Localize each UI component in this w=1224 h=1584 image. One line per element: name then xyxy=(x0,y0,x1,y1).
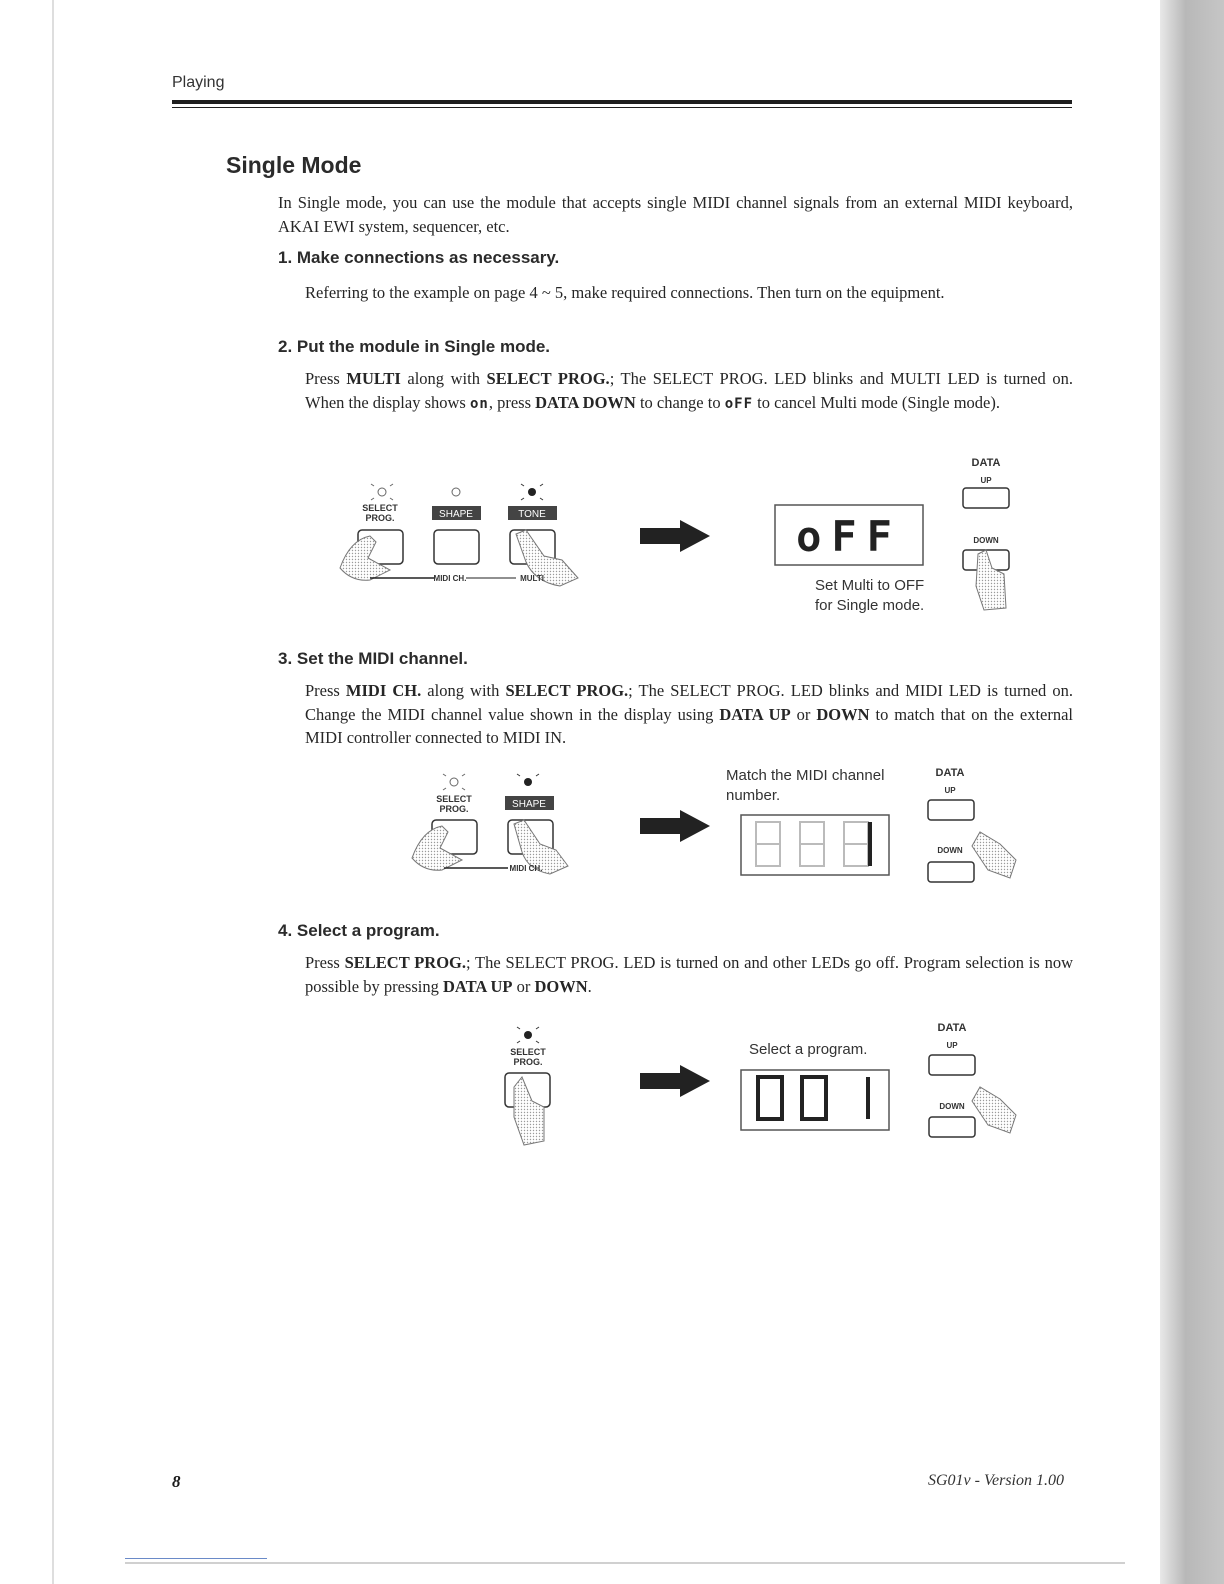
step-3-heading: 3. Set the MIDI channel. xyxy=(278,649,468,668)
hand-point-icon xyxy=(972,832,1016,878)
shape-led-off-icon xyxy=(452,488,460,496)
step-3-diagram xyxy=(400,760,1030,890)
down-label: DOWN xyxy=(973,536,999,545)
select-led-blinking-icon xyxy=(443,774,465,790)
multi-label: MULTI xyxy=(520,574,544,583)
display-on-inline: on xyxy=(469,395,489,412)
step-4-caption: Select a program. xyxy=(749,1041,868,1058)
data-down-button xyxy=(928,862,974,882)
step-3-caption-line2: number. xyxy=(726,787,781,804)
led-display-text: oFF xyxy=(796,512,902,561)
step-3-caption-line1: Match the MIDI channel xyxy=(726,767,885,784)
select-label-line1: SELECT xyxy=(436,794,472,804)
step-4-body: Press SELECT PROG.; The SELECT PROG. LED is turned on and other LEDs go off. Program selection is now possible by pressing DATA UP or DOWN. xyxy=(305,953,1073,996)
tone-label: TONE xyxy=(518,509,546,520)
header-rule-thick xyxy=(172,100,1072,104)
select-label-line1: SELECT xyxy=(362,503,398,513)
hand-point-icon xyxy=(972,1087,1016,1133)
header-rule-thin xyxy=(172,107,1072,108)
arrow-right-icon xyxy=(640,810,710,842)
down-label: DOWN xyxy=(939,1102,965,1111)
up-label: UP xyxy=(946,1041,958,1050)
midi-ch-label: MIDI CH. xyxy=(433,574,467,583)
shape-label: SHAPE xyxy=(512,799,546,810)
step-4-diagram xyxy=(490,1015,1030,1150)
step-2-heading: 2. Put the module in Single mode. xyxy=(278,337,551,356)
step-1-body: Referring to the example on page 4 ~ 5, make required connections. Then turn on the equipment. xyxy=(305,283,945,302)
shape-label: SHAPE xyxy=(439,509,473,520)
data-label: DATA xyxy=(935,767,965,779)
step-2-diagram xyxy=(330,450,1050,625)
page-title: Single Mode xyxy=(226,152,362,178)
document-version: SG01v - Version 1.00 xyxy=(928,1472,1064,1489)
select-label-line1: SELECT xyxy=(510,1047,546,1057)
data-label: DATA xyxy=(971,457,1001,469)
up-label: UP xyxy=(944,786,956,795)
step-3-body: Press MIDI CH. along with SELECT PROG.; The SELECT PROG. LED blinks and MIDI LED is turned on. Change the MIDI channel value shown in the display using DATA UP or DOWN to match that on the external MIDI controller connected to MIDI IN. xyxy=(305,681,1074,747)
select-led-blinking-icon xyxy=(371,484,393,500)
page-left-edge xyxy=(52,0,54,1584)
data-up-button xyxy=(928,800,974,820)
arrow-right-icon xyxy=(640,1065,710,1097)
tone-led-on-icon xyxy=(521,484,543,500)
midi-ch-label: MIDI CH. xyxy=(509,864,543,873)
select-label-line2: PROG. xyxy=(365,513,395,523)
data-down-button xyxy=(929,1117,975,1137)
select-label-line2: PROG. xyxy=(513,1057,543,1067)
step-2-caption-line2: for Single mode. xyxy=(815,597,925,614)
step-2-caption-line1: Set Multi to OFF xyxy=(815,577,925,594)
down-label: DOWN xyxy=(937,846,963,855)
bottom-rule xyxy=(125,1562,1125,1564)
shape-led-on-icon xyxy=(517,774,539,786)
up-label: UP xyxy=(980,476,992,485)
page-number: 8 xyxy=(172,1472,181,1491)
select-led-on-icon xyxy=(517,1027,539,1043)
bottom-link-line xyxy=(125,1558,267,1559)
select-label-line2: PROG. xyxy=(439,804,469,814)
data-up-button xyxy=(929,1055,975,1075)
arrow-right-icon xyxy=(640,520,710,552)
intro-paragraph: In Single mode, you can use the module that accepts single MIDI channel signals from an external MIDI keyboard, AKAI EWI system, sequencer, etc. xyxy=(278,193,1073,236)
step-4-heading: 4. Select a program. xyxy=(278,921,440,940)
page-shadow-edge xyxy=(1160,0,1224,1584)
shape-button xyxy=(434,530,479,564)
step-2-body: Press MULTI along with SELECT PROG.; The SELECT PROG. LED blinks and MULTI LED is turned on. When the display shows on, press DATA DOWN to change to oFF to cancel Multi mode (Single mode). xyxy=(305,369,1073,412)
running-header: Playing xyxy=(172,74,225,91)
data-label: DATA xyxy=(937,1022,967,1034)
step-1-heading: 1. Make connections as necessary. xyxy=(278,248,560,267)
data-up-button xyxy=(963,488,1009,508)
display-off-inline: oFF xyxy=(724,395,754,412)
